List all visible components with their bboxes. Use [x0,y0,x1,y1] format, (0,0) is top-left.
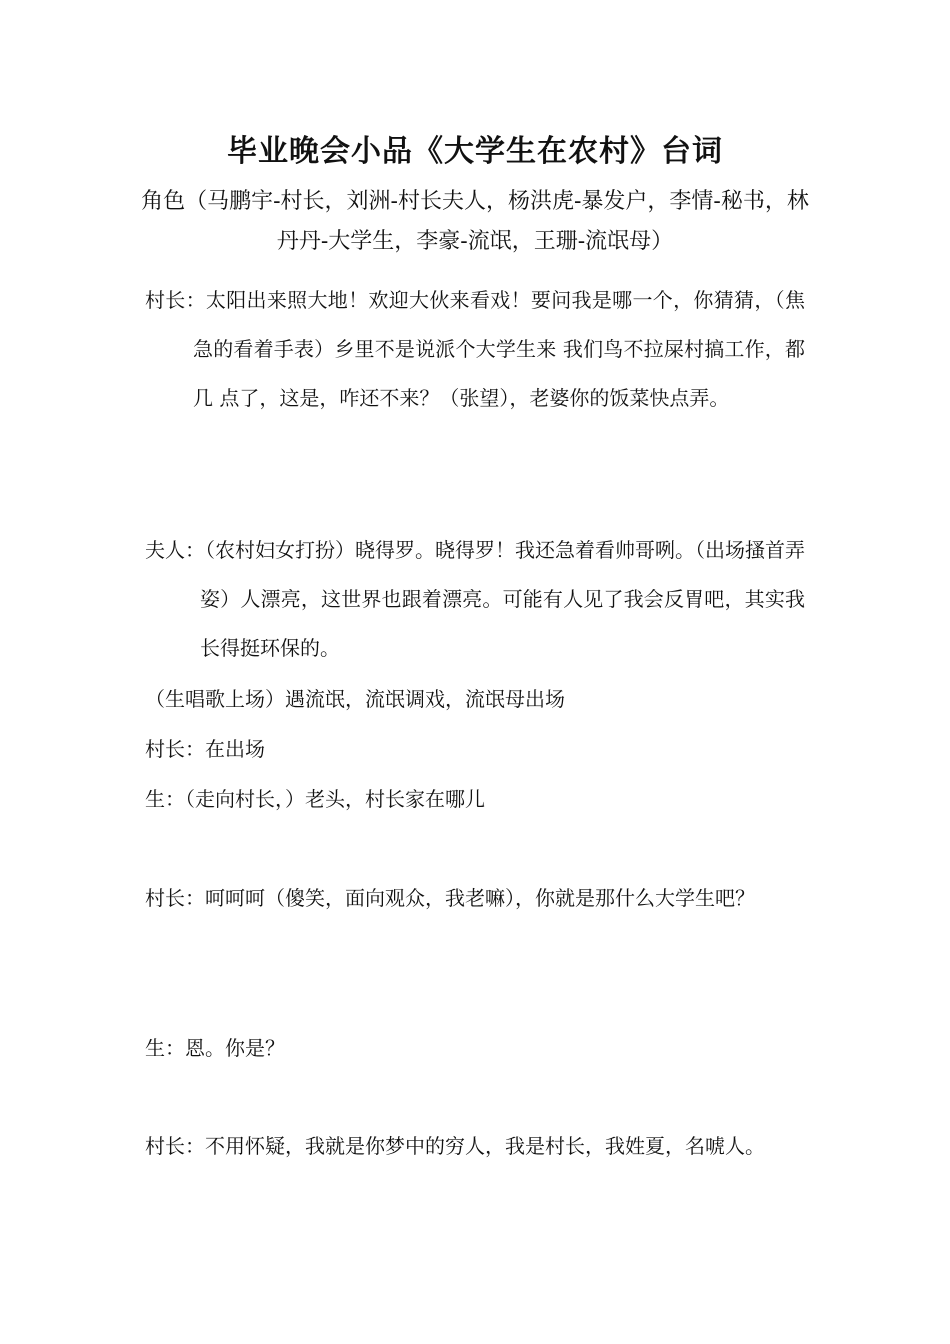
dialogue-line: 村长：太阳出来照大地！欢迎大伙来看戏！要问我是哪一个，你猜猜，（焦急的看着手表）乡里不是说派个大学生来 我们鸟不拉屎村搞工作，都几 点了，这是，咋还不来？（张望），老婆你的饭菜快点弄。 [145,288,805,410]
dialogue-line: 夫人：（农村妇女打扮）晓得罗。晓得罗！我还急着看帅哥咧。（出场搔首弄姿）人漂亮，这世界也跟着漂亮。可能有人见了我会反胃吧，其实我长得挺环保的。 [145,538,805,660]
dialogue-line: 村长：不用怀疑，我就是你梦中的穷人，我是村长，我姓夏，名唬人。 [145,1134,765,1158]
dialogue-line: 生：恩。你是？ [145,1036,285,1060]
dialogue-line: 生：（走向村长，）老头，村长家在哪儿 [145,787,485,811]
dialogue-line: 村长：呵呵呵（傻笑，面向观众，我老嘛），你就是那什么大学生吧？ [145,886,755,910]
role-list: 角色（马鹏宇-村长，刘洲-村长夫人，杨洪虎-暴发户，李情-秘书，林丹丹-大学生，李豪-流氓，王珊-流氓母） [141,189,809,254]
stage-direction: （生唱歌上场）遇流氓，流氓调戏，流氓母出场 [145,687,565,711]
document-title: 毕业晚会小品《大学生在农村》台词 [227,134,723,169]
dialogue-line: 村长：在出场 [145,737,265,761]
